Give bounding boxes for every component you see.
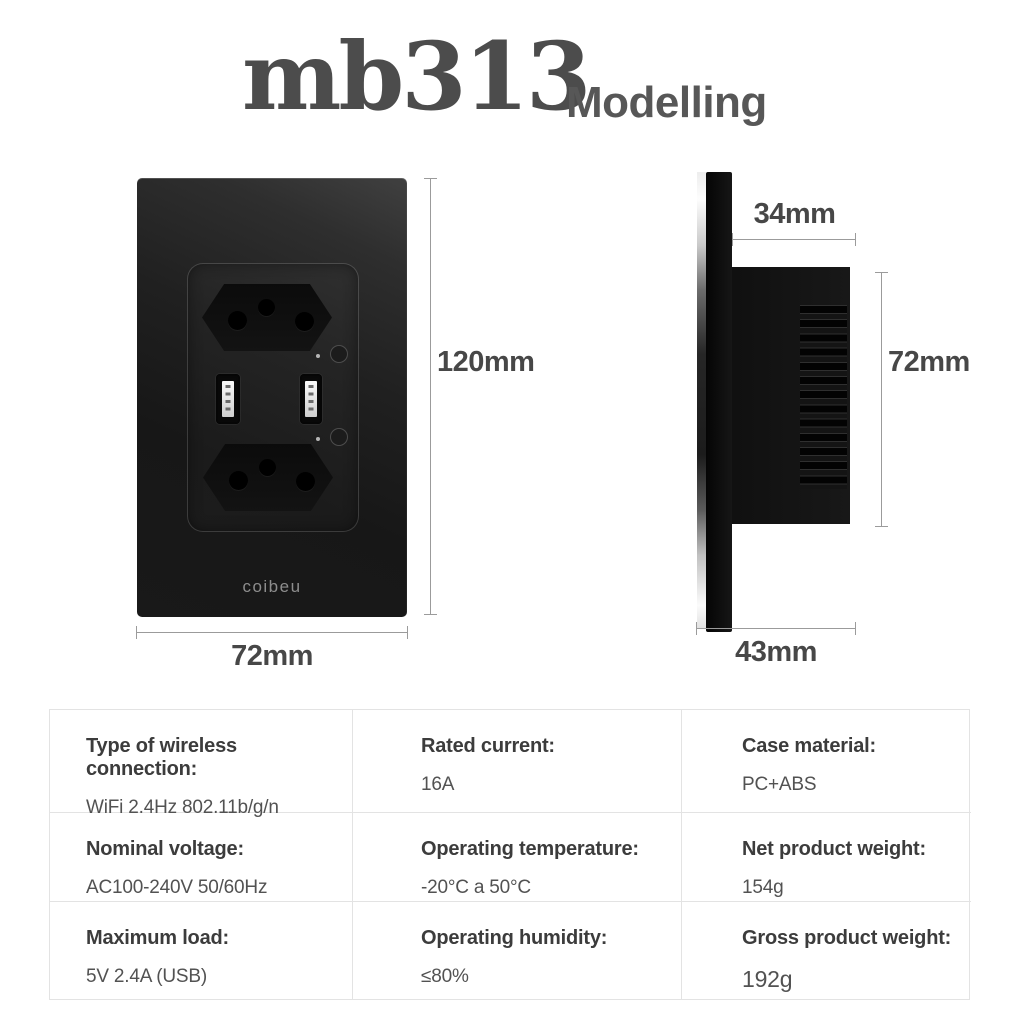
- total-depth-dimension-line: [696, 628, 856, 629]
- power-outlet-top: [202, 284, 332, 351]
- outlet-pin-hole-right: [295, 312, 314, 331]
- height-dimension-line: [430, 178, 431, 615]
- spec-cell-net-weight: [682, 813, 971, 902]
- spec-value: PC+ABS: [742, 774, 817, 795]
- usb-port-right: [300, 374, 322, 424]
- page-subtitle: Modelling: [566, 78, 767, 127]
- spec-label: Gross product weight:: [742, 927, 952, 949]
- spec-table: [49, 709, 970, 1000]
- spec-cell-nominal-voltage: [50, 813, 353, 902]
- usb-port-left: [216, 374, 240, 424]
- spec-value: 154g: [742, 877, 784, 898]
- side-view-panel-strip: [706, 172, 732, 632]
- usb-contact-pins: [226, 385, 231, 413]
- width-dimension-label: 72mm: [231, 640, 313, 672]
- back-depth-dimension-label: 34mm: [753, 198, 836, 230]
- spec-cell-case-material: [682, 710, 971, 813]
- spec-value: -20°C a 50°C: [421, 877, 531, 898]
- outlet-pin-hole-center: [258, 299, 275, 316]
- spec-cell-operating-temperature: [353, 813, 682, 902]
- spec-label: Rated current:: [421, 735, 555, 757]
- usb-contact-pins: [309, 385, 314, 413]
- back-depth-dimension-line: [732, 239, 856, 240]
- total-depth-dimension-label: 43mm: [735, 636, 817, 668]
- height-dimension-label: 120mm: [437, 346, 535, 378]
- spec-label: Operating humidity:: [421, 927, 608, 949]
- usb-tab: [305, 381, 317, 417]
- touch-button-top: [330, 345, 348, 363]
- led-indicator-bottom: [316, 437, 320, 441]
- page-title: mb313: [242, 22, 589, 132]
- body-height-dimension-line: [881, 272, 882, 527]
- spec-label: Maximum load:: [86, 927, 229, 949]
- outlet-pin-hole-left: [228, 311, 247, 330]
- brand-logo: coibeu: [242, 577, 302, 596]
- width-dimension-line: [136, 632, 408, 633]
- heat-vents-overlay: [800, 305, 847, 489]
- spec-label: Nominal voltage:: [86, 838, 244, 860]
- usb-tab: [222, 381, 234, 417]
- led-indicator-top: [316, 354, 320, 358]
- spec-cell-gross-weight: [682, 902, 971, 999]
- touch-button-bottom: [330, 428, 348, 446]
- body-height-dimension-label: 72mm: [888, 346, 970, 378]
- side-view-glass-edge: [697, 172, 706, 628]
- outlet-pin-hole-left: [229, 471, 248, 490]
- spec-label: Operating temperature:: [421, 838, 639, 860]
- spec-cell-operating-humidity: [353, 902, 682, 999]
- power-outlet-bottom: [203, 444, 333, 511]
- spec-cell-maximum-load: [50, 902, 353, 999]
- spec-value: AC100-240V 50/60Hz: [86, 877, 268, 898]
- spec-cell-wireless: [50, 710, 353, 818]
- spec-label: Net product weight:: [742, 838, 926, 860]
- spec-value: 16A: [421, 774, 455, 795]
- spec-value: ≤80%: [421, 966, 469, 987]
- outlet-pin-hole-right: [296, 472, 315, 491]
- spec-label: Type of wireless connection:: [86, 735, 237, 780]
- outlet-pin-hole-center: [259, 459, 276, 476]
- spec-value: 5V 2.4A (USB): [86, 966, 207, 987]
- spec-label: Case material:: [742, 735, 876, 757]
- spec-value: 192g: [742, 966, 793, 992]
- spec-cell-rated-current: [353, 710, 682, 813]
- spec-value: WiFi 2.4Hz 802.11b/g/n: [86, 797, 279, 818]
